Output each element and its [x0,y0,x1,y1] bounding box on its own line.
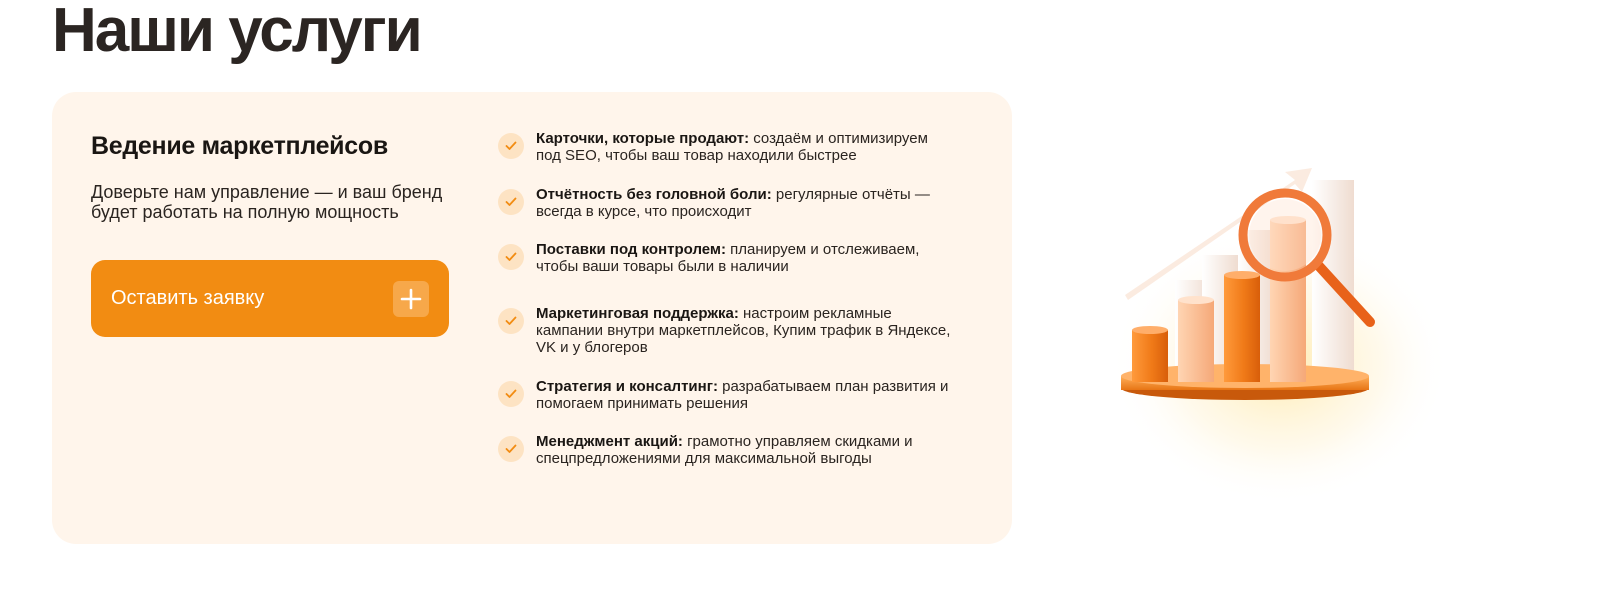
feature-title: Отчётность без головной боли: [536,186,772,203]
check-icon [498,308,524,334]
feature-description: разрабатываем план развития и помогаем принимать решения [536,378,949,412]
service-description: Доверьте нам управление — и ваш бренд будет работать на полную мощность [91,182,443,222]
check-icon [498,381,524,407]
check-icon [498,133,524,159]
feature-description: настроим рекламные кампании внутри маркетплейсов, Купим трафик в Яндексе, VK и у блогеров [536,305,951,356]
feature-title: Поставки под контролем: [536,241,727,258]
feature-text [536,241,956,275]
page-title: Наши услуги [52,0,421,65]
feature-description: регулярные отчёты — всегда в курсе, что происходит [536,186,930,220]
submit-request-label: Оставить заявку [111,287,265,309]
feature-title: Менеджмент акций: [536,433,683,450]
feature-description: создаём и оптимизируем под SEO, чтобы ваш товар находили быстрее [536,130,928,164]
feature-item [498,186,956,220]
feature-text [536,378,956,412]
feature-title: Карточки, которые продают: [536,130,750,147]
feature-item [498,241,956,275]
feature-item [498,305,956,356]
check-icon [498,244,524,270]
feature-text [536,130,956,164]
feature-item [498,378,956,412]
feature-item [498,433,956,467]
service-title: Ведение маркетплейсов [91,132,388,160]
feature-description: планируем и отслеживаем, чтобы ваши товары были в наличии [536,241,920,275]
plus-icon [393,281,429,317]
feature-text [536,305,956,356]
feature-title: Маркетинговая поддержка: [536,305,739,322]
bar-chart-magnifier-icon [1080,150,1460,510]
feature-title: Стратегия и консалтинг: [536,378,718,395]
feature-text [536,186,956,220]
feature-text [536,433,956,467]
service-card [52,92,1012,544]
check-icon [498,436,524,462]
feature-item [498,130,956,164]
feature-description: грамотно управляем скидками и спецпредложениями для максимальной выгоды [536,433,913,467]
submit-request-button[interactable] [91,260,449,337]
check-icon [498,189,524,215]
